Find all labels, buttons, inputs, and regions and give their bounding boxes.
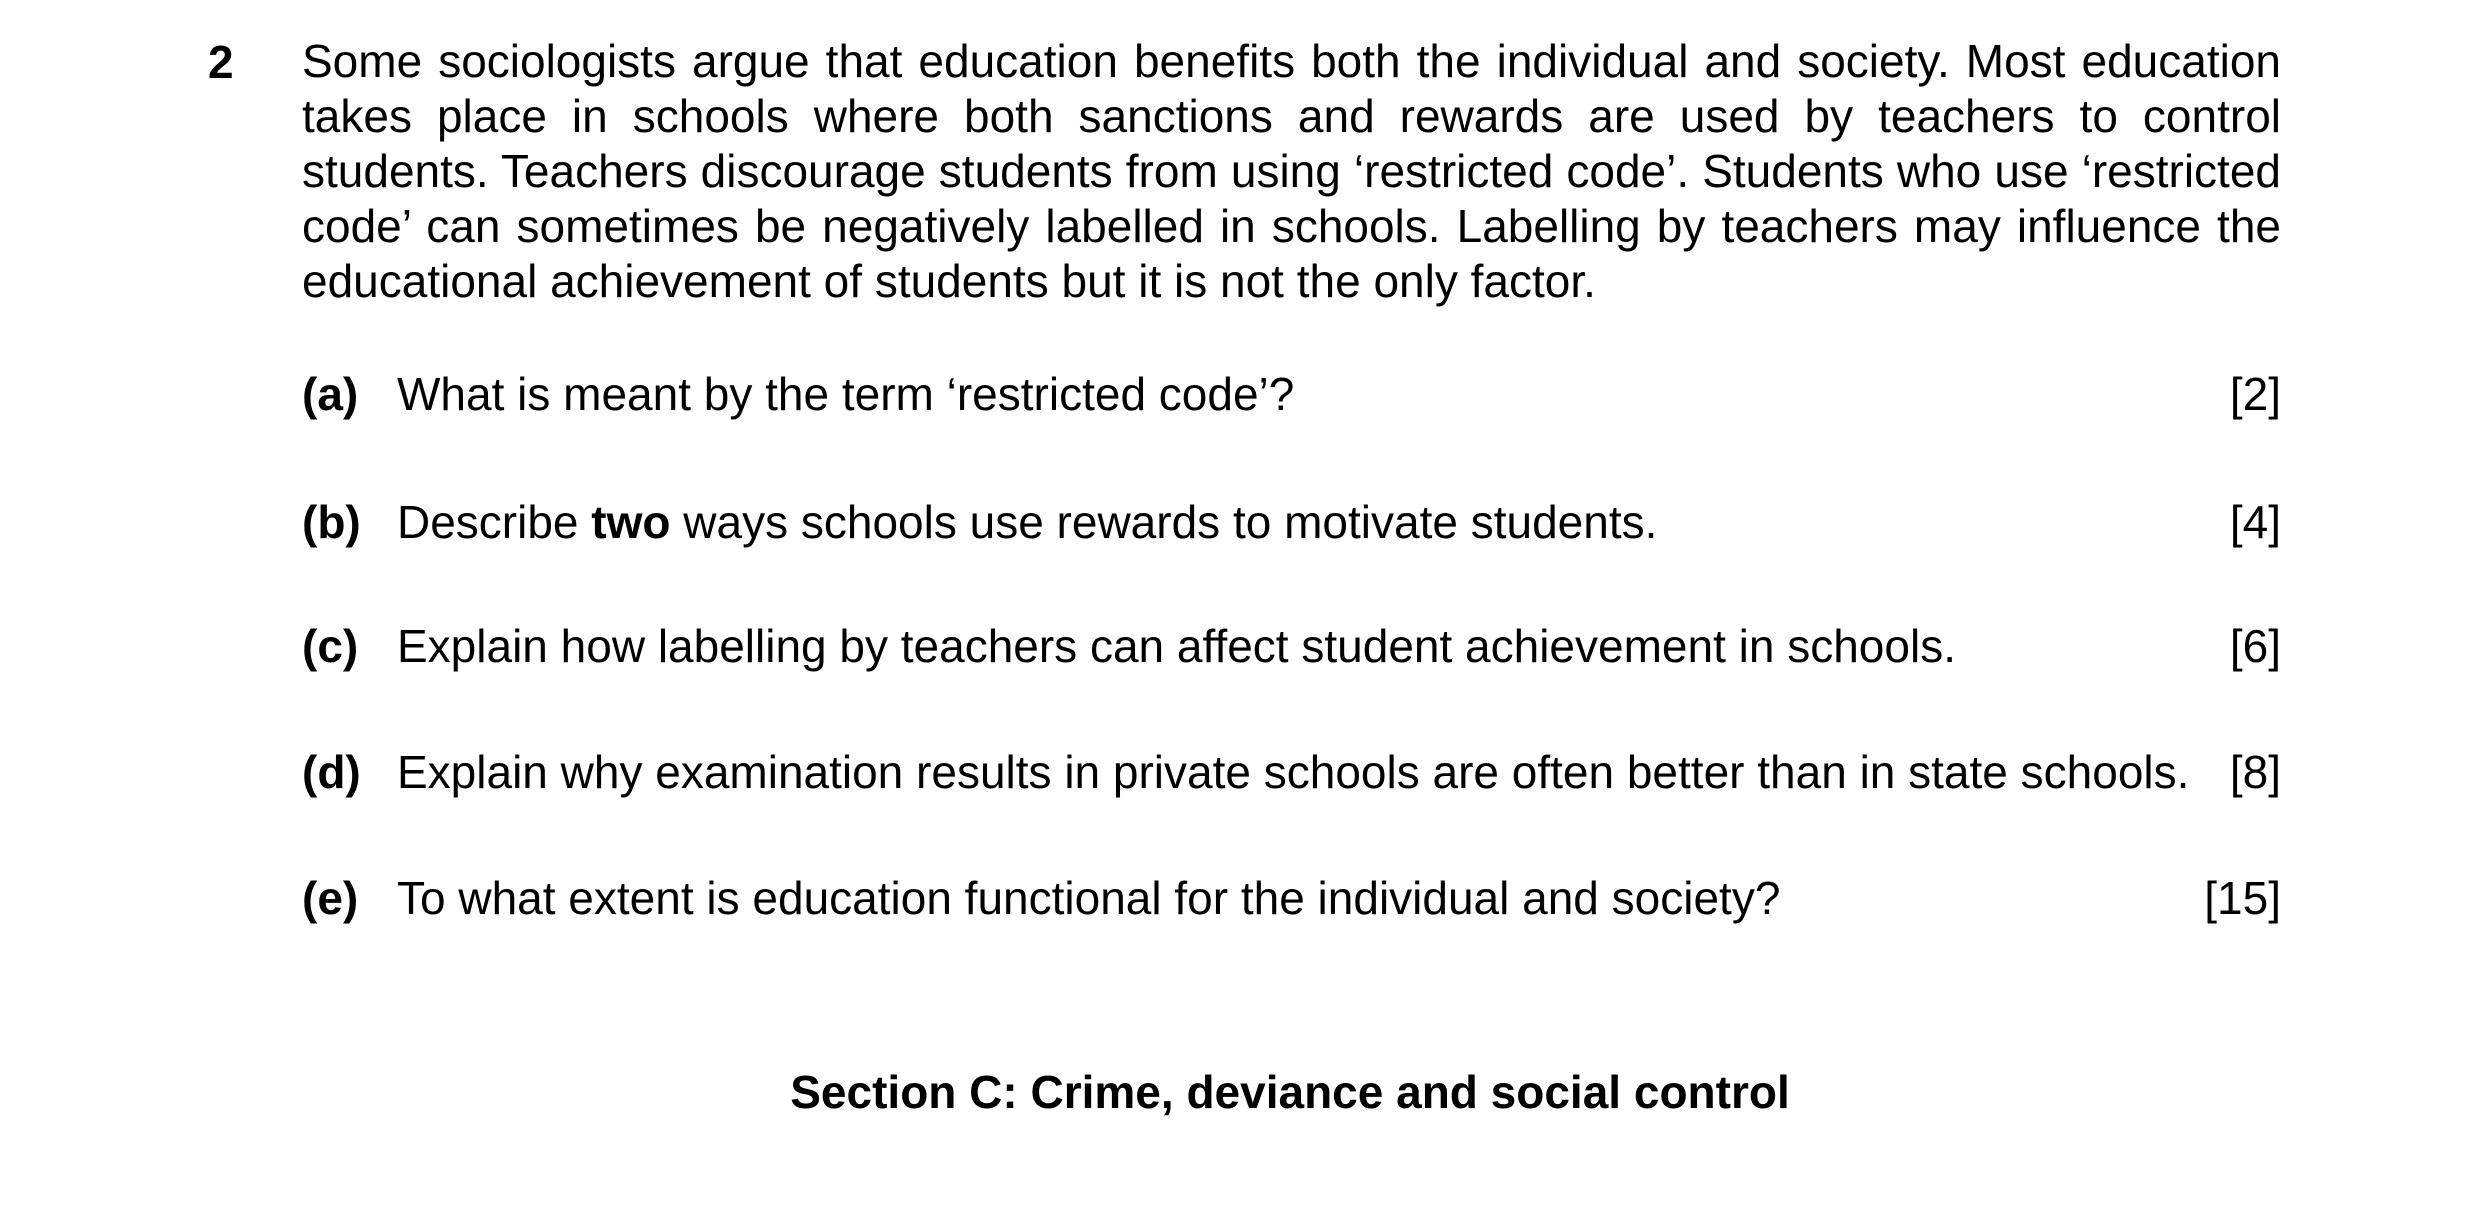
part-c-letter: (c) [302,620,359,672]
part-c [302,616,2281,676]
part-a-marks: [2] [2229,368,2281,420]
part-b-text-before: Describe [397,496,592,548]
part-b-letter: (b) [302,496,361,548]
part-b-text-after: ways schools use rewards to motivate students. [670,496,1658,548]
part-c-marks: [6] [2229,620,2281,672]
question-number: 2 [208,36,234,88]
part-e-marks: [15] [2204,872,2281,924]
part-d-marks: [8] [2229,746,2281,798]
part-c-text: Explain how labelling by teachers can affect student achievement in schools. [397,620,1956,672]
part-e [302,868,2281,928]
part-a-text: What is meant by the term ‘restricted code’? [397,368,1295,420]
section-heading: Section C: Crime, deviance and social control [790,1066,1790,1118]
part-d-text: Explain why examination results in private schools are often better than in state schools. [397,746,2190,798]
question-stem [302,34,2281,309]
part-b-text [397,492,1657,552]
part-b-marks: [4] [2229,496,2281,548]
part-b-text-bold: two [591,496,671,548]
part-a [302,364,2281,424]
part-a-letter: (a) [302,368,359,420]
part-d-letter: (d) [302,746,361,798]
part-e-letter: (e) [302,872,359,924]
part-d [302,742,2281,802]
part-b [302,492,2281,552]
question-stem-text: Some sociologists argue that education benefits both the individual and society. Most education takes place in schools where both sanctions and rewards are used by teachers to control students. Teachers discourage students from using ‘restricted code’. Students who use ‘restricted code’ can sometimes be negatively labelled in schools. Labelling by teachers may influence the educational achievement of students but it is not the only factor. [302,35,2281,307]
part-e-text: To what extent is education functional for the individual and society? [397,872,1781,924]
